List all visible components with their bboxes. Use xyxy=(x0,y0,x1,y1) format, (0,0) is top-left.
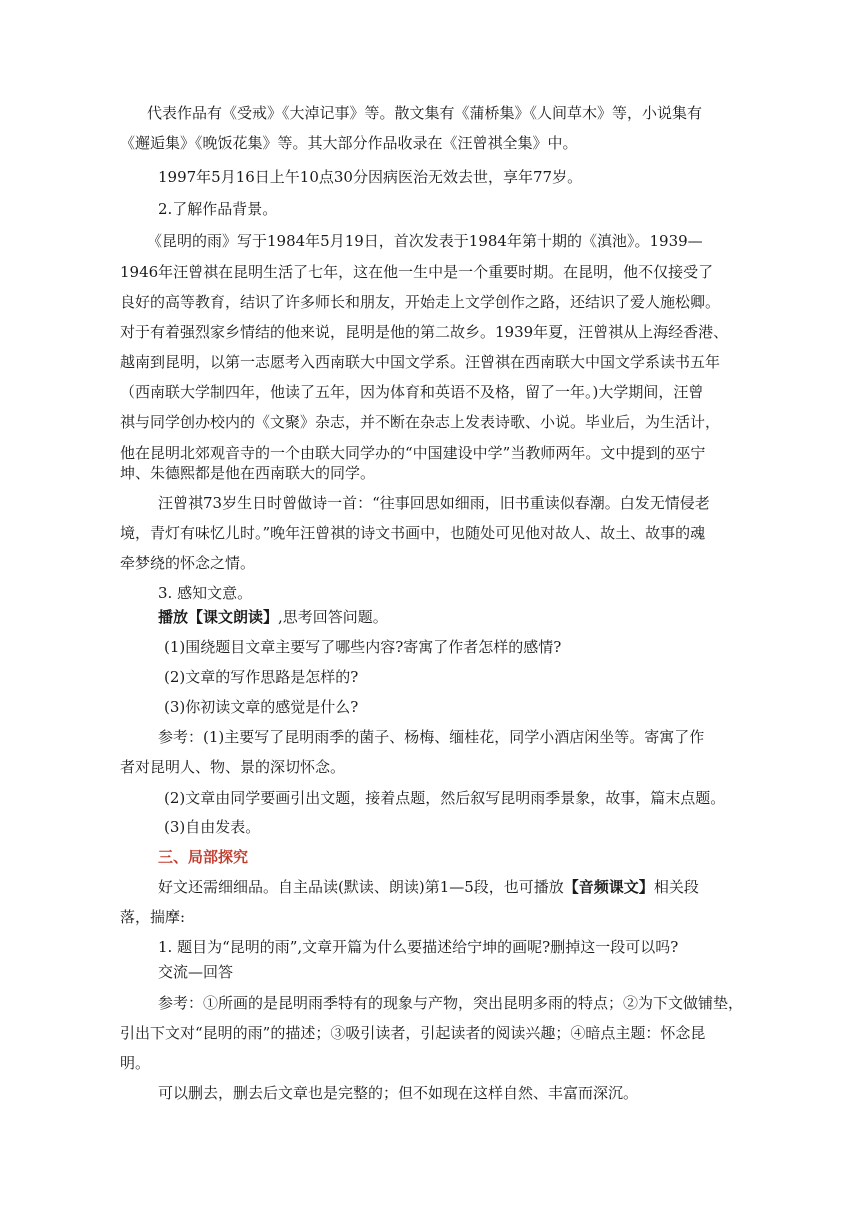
text-line: 交流—回答 xyxy=(158,963,234,981)
text-line: 可以删去，删去后文章也是完整的；但不如现在这样自然、丰富而深沉。 xyxy=(158,1084,639,1102)
text-line: 1946年汪曾祺在昆明生活了七年，这在他一生中是一个重要时期。在昆明，他不仅接受了 xyxy=(120,263,714,281)
text-segment: 好文还需细细品。自主品读(默读、朗读)第1—5段，也可播放 xyxy=(158,878,564,896)
text-line: 牵梦绕的怀念之情。 xyxy=(120,554,256,572)
text-line: 1997年5月16日上午10点30分因病医治无效去世，享年77岁。 xyxy=(158,168,583,186)
text-line: (3)自由发表。 xyxy=(164,818,261,836)
text-line: 汪曾祺73岁生日时曾做诗一首：“往事回思如细雨，旧书重读似春潮。白发无情侵老 xyxy=(158,494,710,512)
text-line: (2)文章由同学要画引出文题，接着点题，然后叙写昆明雨季景象，故事，篇末点题。 xyxy=(164,789,726,807)
text-segment: ,思考回答问题。 xyxy=(278,608,388,626)
audio-link-text: 【音频课文】 xyxy=(563,878,654,896)
text-line: 越南到昆明，以第一志愿考入西南联大中国文学系。汪曾祺在西南联大中国文学系读书五年 xyxy=(120,353,721,371)
text-line: 代表作品有《受戒》《大淖记事》等。散文集有《蒲桥集》《人间草木》等，小说集有 xyxy=(147,104,703,122)
text-line: 明。 xyxy=(120,1054,151,1072)
text-line: 参考：①所画的是昆明雨季特有的现象与产物，突出昆明多雨的特点；②为下文做铺垫， xyxy=(158,994,744,1012)
text-line: （西南联大学制四年，他读了五年，因为体育和英语不及格，留了一年。)大学期间，汪曾 xyxy=(120,383,704,401)
text-line: 他在昆明北郊观音寺的一个由联大同学办的“中国建设中学”当教师两年。文中提到的巫宁 xyxy=(120,444,706,462)
text-line: 坤、朱德熙都是他在西南联大的同学。 xyxy=(120,464,376,482)
text-line: (3)你初读文章的感觉是什么? xyxy=(164,698,359,716)
section-subheading: 3. 感知文意。 xyxy=(158,584,253,602)
section-subheading: 2.了解作品背景。 xyxy=(158,200,278,218)
text-line: 良好的高等教育，结识了许多师长和朋友，开始走上文学创作之路，还结识了爱人施松卿。 xyxy=(120,293,721,311)
text-line: 《昆明的雨》写于1984年5月19日，首次发表于1984年第十期的《滇池》。1939— xyxy=(147,232,703,250)
text-line: 者对昆明人、物、景的深切怀念。 xyxy=(120,758,346,776)
text-line: (2)文章的写作思路是怎样的? xyxy=(164,668,359,686)
text-line xyxy=(158,877,699,897)
text-line: 引出下文对“昆明的雨”的描述；③吸引读者，引起读者的阅读兴趣；④暗点主题：怀念昆 xyxy=(120,1024,706,1042)
text-segment: 相关段 xyxy=(653,878,699,896)
question-line: 1. 题目为“昆明的雨”,文章开篇为什么要描述给宁坤的画呢?删掉这一段可以吗? xyxy=(158,938,679,956)
text-line: 对于有着强烈家乡情结的他来说，昆明是他的第二故乡。1939年夏，汪曾祺从上海经香港、 xyxy=(120,323,729,341)
text-line: 落，揣摩: xyxy=(120,908,186,926)
text-line: 境，青灯有味忆儿时。”晚年汪曾祺的诗文书画中，也随处可见他对故人、故土、故事的魂 xyxy=(120,524,706,542)
text-line: 祺与同学创办校内的《文聚》杂志，并不断在杂志上发表诗歌、小说。毕业后，为生活计， xyxy=(120,413,721,431)
text-line: 《邂逅集》《晚饭花集》等。其大部分作品收录在《汪曾祺全集》中。 xyxy=(120,134,578,152)
text-line: 参考：(1)主要写了昆明雨季的菌子、杨梅、缅桂花，同学小酒店闲坐等。寄寓了作 xyxy=(158,728,705,746)
text-line xyxy=(158,607,388,627)
text-line: (1)围绕题目文章主要写了哪些内容?寄寓了作者怎样的感情? xyxy=(164,638,562,656)
audio-link-text: 播放【课文朗读】 xyxy=(158,608,279,626)
section-heading: 三、局部探究 xyxy=(158,848,249,866)
